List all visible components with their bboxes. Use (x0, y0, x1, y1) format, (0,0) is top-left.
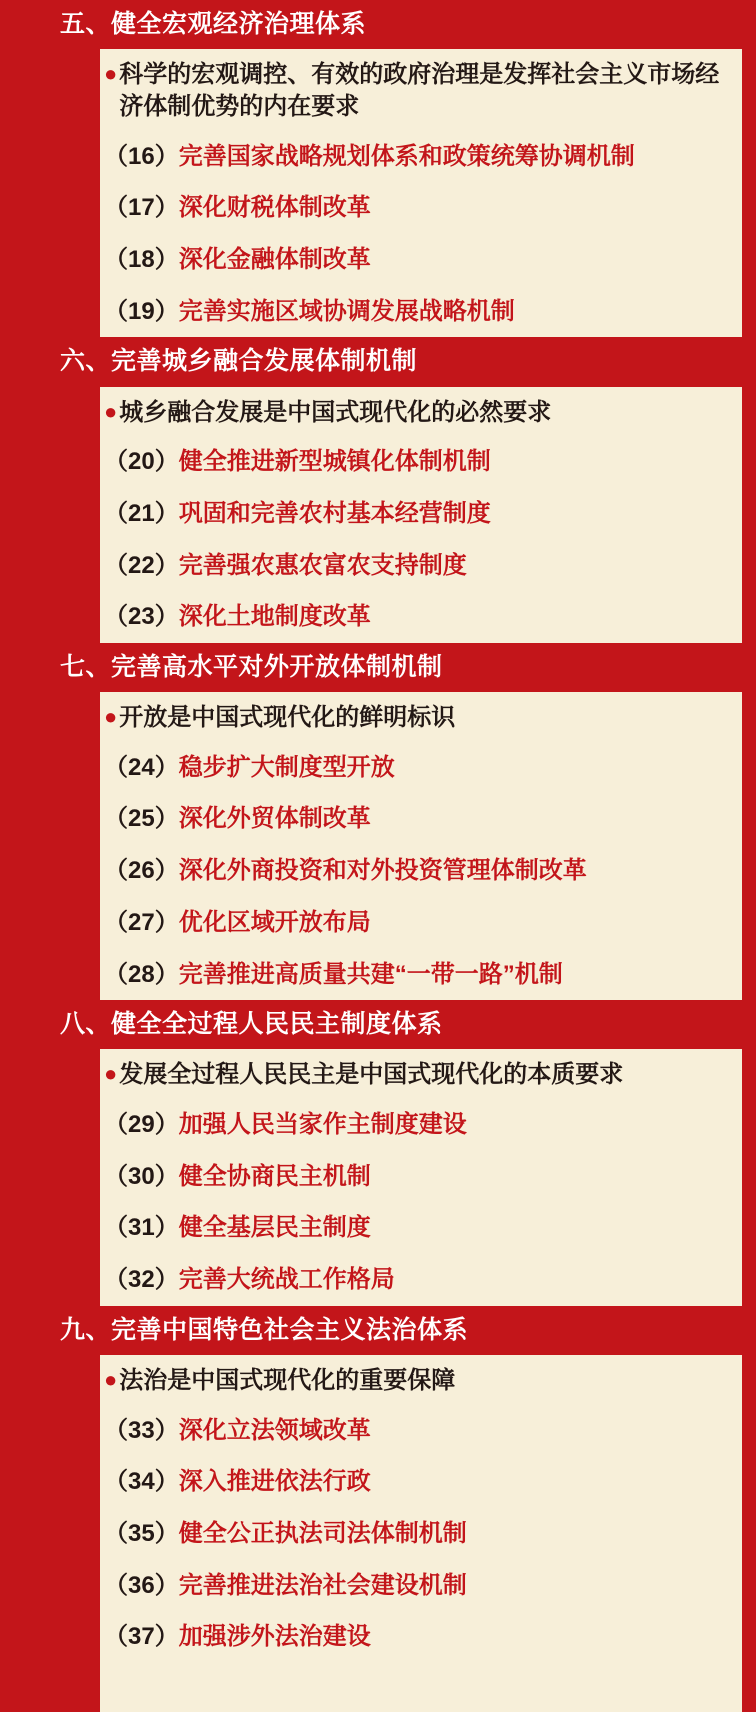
item-text: 完善推进法治社会建设机制 (178, 1571, 467, 1599)
section (50, 337, 742, 643)
list-item (50, 845, 742, 897)
list-item (50, 131, 742, 183)
item-number: （35） (104, 1520, 179, 1548)
list-item (50, 1099, 742, 1151)
bullet-text: 发展全过程人民民主是中国式现代化的本质要求 (119, 1061, 624, 1089)
item-number: （32） (104, 1266, 179, 1294)
item-text: 深化财税体制改革 (178, 194, 371, 222)
item-number: （17） (104, 194, 179, 222)
item-text: 健全公正执法司法体制机制 (178, 1520, 467, 1548)
item-text: 加强涉外法治建设 (178, 1623, 371, 1651)
item-number: （21） (104, 499, 179, 527)
list-item (50, 436, 742, 488)
item-text: 深化立法领域改革 (178, 1416, 371, 1444)
list-item (50, 1560, 742, 1612)
item-text: 深化金融体制改革 (178, 245, 371, 273)
item-text: 深入推进依法行政 (178, 1468, 371, 1496)
bullet-text: 法治是中国式现代化的重要保障 (119, 1367, 456, 1395)
item-number: （25） (104, 805, 179, 833)
section-header: 七、完善高水平对外开放体制机制 (0, 643, 742, 692)
bullet-dot-icon: ● (104, 704, 118, 730)
item-number: （20） (104, 448, 179, 476)
bullet-dot-icon: ● (104, 1061, 118, 1087)
bullet-item (50, 387, 742, 437)
item-number: （27） (104, 908, 179, 936)
item-number: （30） (104, 1162, 179, 1190)
bullet-dot-icon: ● (104, 1367, 118, 1393)
section (50, 0, 742, 337)
item-text: 深化外商投资和对外投资管理体制改革 (178, 857, 587, 885)
bullet-text: 科学的宏观调控、有效的政府治理是发挥社会主义市场经济体制优势的内在要求 (119, 61, 720, 120)
list-item (50, 1254, 742, 1306)
item-number: （22） (104, 551, 179, 579)
item-text: 深化土地制度改革 (178, 603, 371, 631)
list-item (50, 488, 742, 540)
item-text: 完善推进高质量共建“一带一路”机制 (178, 960, 563, 988)
list-item (50, 1202, 742, 1254)
section (50, 1000, 742, 1306)
bullet-text: 开放是中国式现代化的鲜明标识 (119, 704, 456, 732)
item-text: 深化外贸体制改革 (178, 805, 371, 833)
item-text: 巩固和完善农村基本经营制度 (178, 499, 491, 527)
list-item (50, 949, 742, 1001)
sections-container (50, 0, 742, 1663)
bullet-dot-icon: ● (104, 398, 118, 424)
item-text: 健全推进新型城镇化体制机制 (178, 448, 491, 476)
item-number: （26） (104, 857, 179, 885)
list-item (50, 182, 742, 234)
item-number: （29） (104, 1111, 179, 1139)
list-item (50, 591, 742, 643)
item-text: 完善国家战略规划体系和政策统筹协调机制 (178, 142, 635, 170)
section-header: 八、健全全过程人民民主制度体系 (0, 1000, 742, 1049)
list-item (50, 540, 742, 592)
bullet-item (50, 49, 742, 130)
list-item (50, 1456, 742, 1508)
section (50, 643, 742, 1000)
list-item (50, 897, 742, 949)
item-number: （36） (104, 1571, 179, 1599)
list-item (50, 1151, 742, 1203)
item-number: （37） (104, 1623, 179, 1651)
section-header: 五、健全宏观经济治理体系 (0, 0, 742, 49)
list-item (50, 1508, 742, 1560)
document-body (50, 0, 742, 1712)
item-number: （34） (104, 1468, 179, 1496)
item-number: （16） (104, 142, 179, 170)
bullet-text: 城乡融合发展是中国式现代化的必然要求 (119, 398, 552, 426)
section-header: 九、完善中国特色社会主义法治体系 (0, 1306, 742, 1355)
bullet-item (50, 1049, 742, 1099)
item-text: 稳步扩大制度型开放 (178, 753, 395, 781)
item-number: （18） (104, 245, 179, 273)
list-item (50, 1611, 742, 1663)
bullet-item (50, 1355, 742, 1405)
item-text: 完善实施区域协调发展战略机制 (178, 297, 515, 325)
list-item (50, 1405, 742, 1457)
section (50, 1306, 742, 1663)
section-header: 六、完善城乡融合发展体制机制 (0, 337, 742, 386)
item-number: （23） (104, 603, 179, 631)
item-text: 健全基层民主制度 (178, 1214, 371, 1242)
list-item (50, 793, 742, 845)
item-text: 健全协商民主机制 (178, 1162, 371, 1190)
item-number: （33） (104, 1416, 179, 1444)
list-item (50, 234, 742, 286)
item-number: （28） (104, 960, 179, 988)
item-text: 完善强农惠农富农支持制度 (178, 551, 467, 579)
list-item (50, 742, 742, 794)
item-text: 优化区域开放布局 (178, 908, 371, 936)
item-text: 加强人民当家作主制度建设 (178, 1111, 467, 1139)
bullet-dot-icon: ● (104, 61, 118, 87)
item-text: 完善大统战工作格局 (178, 1266, 395, 1294)
bullet-item (50, 692, 742, 742)
item-number: （19） (104, 297, 179, 325)
item-number: （31） (104, 1214, 179, 1242)
list-item (50, 286, 742, 338)
item-number: （24） (104, 753, 179, 781)
